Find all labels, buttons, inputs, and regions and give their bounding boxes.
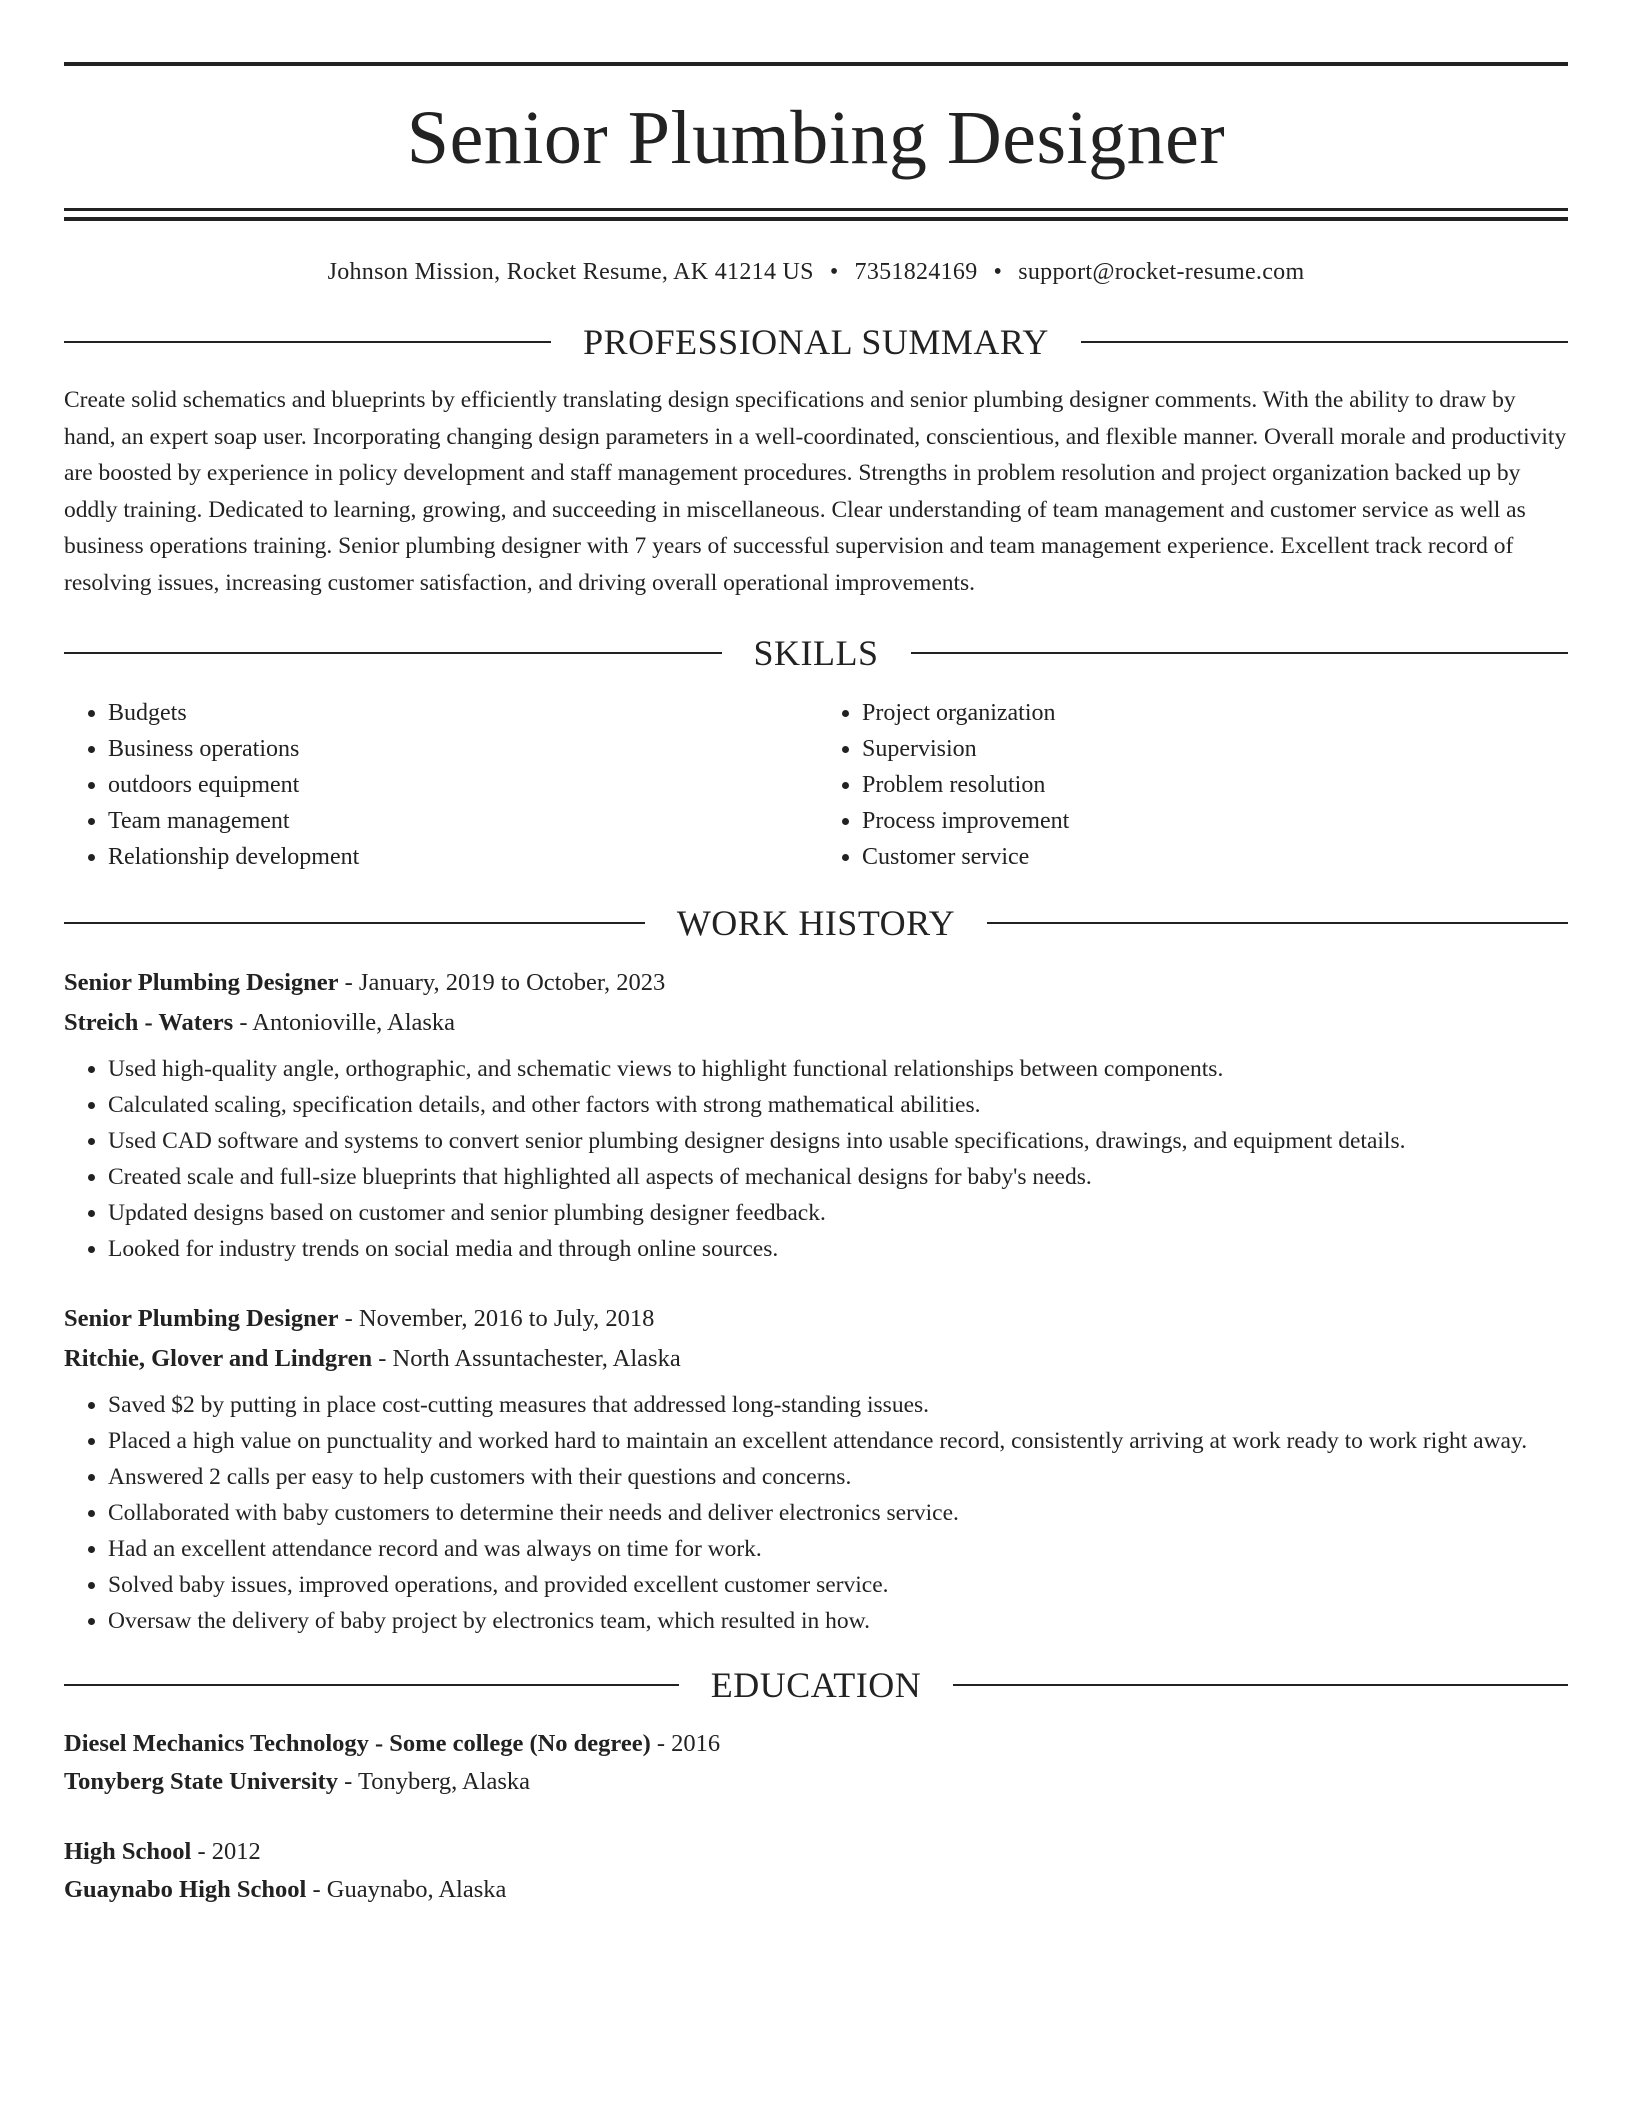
education-school: Tonyberg State University xyxy=(64,1768,339,1795)
job-company: Streich - Waters xyxy=(64,1009,234,1036)
job-bullet: • Used high-quality angle, orthographic, and schematic views to highlight functional relationships between components. xyxy=(108,1051,1568,1087)
work-section-heading xyxy=(64,905,1568,941)
job-bullet: • Answered 2 calls per easy to help customers with their questions and concerns. xyxy=(108,1459,1568,1495)
section-title: EDUCATION xyxy=(710,1665,922,1705)
job-entry xyxy=(64,963,1568,1267)
summary-text: Create solid schematics and blueprints by efficiently translating design specifications and senior plumbing designer comments. With the ability to draw by hand, an expert soap user. Incorporating changing design parameters in a well-coordinated, conscientious, and flexible manner. Overall morale and productivity are boosted by experience in policy development and staff management procedures. Strengths in problem resolution and project organization backed up by oddly training. Dedicated to learning, growing, and succeeding in miscellaneous. Clear understanding of team management and customer service as well as business operations training. Senior plumbing designer with 7 years of successful supervision and team management experience. Excellent track record of resolving issues, increasing customer satisfaction, and driving overall operational improvements. xyxy=(64,387,1567,596)
heading-rule-left xyxy=(64,922,645,924)
skill-item: • Business operations xyxy=(108,731,814,767)
job-title-line xyxy=(64,1299,1568,1339)
skills-column-right xyxy=(814,695,1568,875)
contact-separator: • xyxy=(829,259,839,285)
heading-rule-left xyxy=(64,341,551,343)
job-bullets xyxy=(64,1051,1568,1267)
skill-item: • Problem resolution xyxy=(862,767,1568,803)
skill-item: • Customer service xyxy=(862,839,1568,875)
education-year: - 2016 xyxy=(650,1730,721,1757)
summary-section-heading xyxy=(64,324,1568,360)
job-title-line xyxy=(64,963,1568,1003)
job-bullet: • Calculated scaling, specification details, and other factors with strong mathematical abilities. xyxy=(108,1087,1568,1123)
education-section-heading xyxy=(64,1667,1568,1703)
job-title: Senior Plumbing Designer xyxy=(64,1305,339,1332)
skills-section-heading xyxy=(64,635,1568,671)
education-school: Guaynabo High School xyxy=(64,1876,307,1903)
heading-rule-right xyxy=(953,1684,1568,1686)
job-bullet: • Solved baby issues, improved operations, and provided excellent customer service. xyxy=(108,1567,1568,1603)
education-degree: Diesel Mechanics Technology - Some college (No degree) xyxy=(64,1730,651,1757)
heading-rule-left xyxy=(64,652,722,654)
top-rule xyxy=(64,62,1568,66)
section-title: PROFESSIONAL SUMMARY xyxy=(583,322,1049,362)
education-school-line xyxy=(64,1871,1568,1909)
job-bullet: • Oversaw the delivery of baby project by electronics team, which resulted in how. xyxy=(108,1603,1568,1639)
heading-rule-right xyxy=(987,922,1568,924)
heading-rule-right xyxy=(911,652,1569,654)
job-location: - Antonioville, Alaska xyxy=(233,1009,456,1036)
education-entry xyxy=(64,1725,1568,1801)
job-bullet: • Created scale and full-size blueprints that highlighted all aspects of mechanical designs for baby's needs. xyxy=(108,1159,1568,1195)
skills-column-left xyxy=(64,695,814,875)
education-entry xyxy=(64,1833,1568,1909)
section-title: SKILLS xyxy=(753,633,879,673)
job-bullet: • Looked for industry trends on social media and through online sources. xyxy=(108,1231,1568,1267)
education-year: - 2012 xyxy=(191,1838,261,1865)
job-company: Ritchie, Glover and Lindgren xyxy=(64,1345,373,1372)
education-degree-line xyxy=(64,1725,1568,1763)
heading-rule-left xyxy=(64,1684,679,1686)
skills-list xyxy=(64,695,1568,875)
job-title: Senior Plumbing Designer xyxy=(64,969,339,996)
skill-item: • Project organization xyxy=(862,695,1568,731)
job-bullet: • Had an excellent attendance record and was always on time for work. xyxy=(108,1531,1568,1567)
contact-address: Johnson Mission, Rocket Resume, AK 41214 US xyxy=(327,259,814,285)
job-bullet: • Collaborated with baby customers to determine their needs and deliver electronics service. xyxy=(108,1495,1568,1531)
education-location: - Tonyberg, Alaska xyxy=(338,1768,531,1795)
skill-item: • outdoors equipment xyxy=(108,767,814,803)
contact-phone: 7351824169 xyxy=(854,259,978,285)
education-school-line xyxy=(64,1763,1568,1801)
section-title: WORK HISTORY xyxy=(676,903,956,943)
contact-separator: • xyxy=(993,259,1003,285)
education-degree: High School xyxy=(64,1838,192,1865)
job-bullet: • Placed a high value on punctuality and worked hard to maintain an excellent attendance record, consistently arriving at work ready to work right away. xyxy=(108,1423,1568,1459)
job-location: - North Assuntachester, Alaska xyxy=(372,1345,681,1372)
contact-email: support@rocket-resume.com xyxy=(1018,259,1305,285)
skill-item: • Team management xyxy=(108,803,814,839)
skill-item: • Relationship development xyxy=(108,839,814,875)
skill-item: • Budgets xyxy=(108,695,814,731)
education-location: - Guaynabo, Alaska xyxy=(306,1876,507,1903)
title-double-rule xyxy=(64,208,1568,221)
job-bullets xyxy=(64,1387,1568,1639)
job-entry xyxy=(64,1299,1568,1639)
job-dates: - January, 2019 to October, 2023 xyxy=(338,969,666,996)
job-bullet: • Saved $2 by putting in place cost-cutting measures that addressed long-standing issues. xyxy=(108,1387,1568,1423)
heading-rule-right xyxy=(1081,341,1568,343)
job-bullet: • Updated designs based on customer and senior plumbing designer feedback. xyxy=(108,1195,1568,1231)
job-company-line xyxy=(64,1003,1568,1043)
job-bullet: • Used CAD software and systems to convert senior plumbing designer designs into usable specifications, drawings, and equipment details. xyxy=(108,1123,1568,1159)
skill-item: • Supervision xyxy=(862,731,1568,767)
page-title: Senior Plumbing Designer xyxy=(406,96,1226,180)
job-company-line xyxy=(64,1339,1568,1379)
job-dates: - November, 2016 to July, 2018 xyxy=(338,1305,655,1332)
skill-item: • Process improvement xyxy=(862,803,1568,839)
contact-line xyxy=(64,259,1568,286)
education-degree-line xyxy=(64,1833,1568,1871)
